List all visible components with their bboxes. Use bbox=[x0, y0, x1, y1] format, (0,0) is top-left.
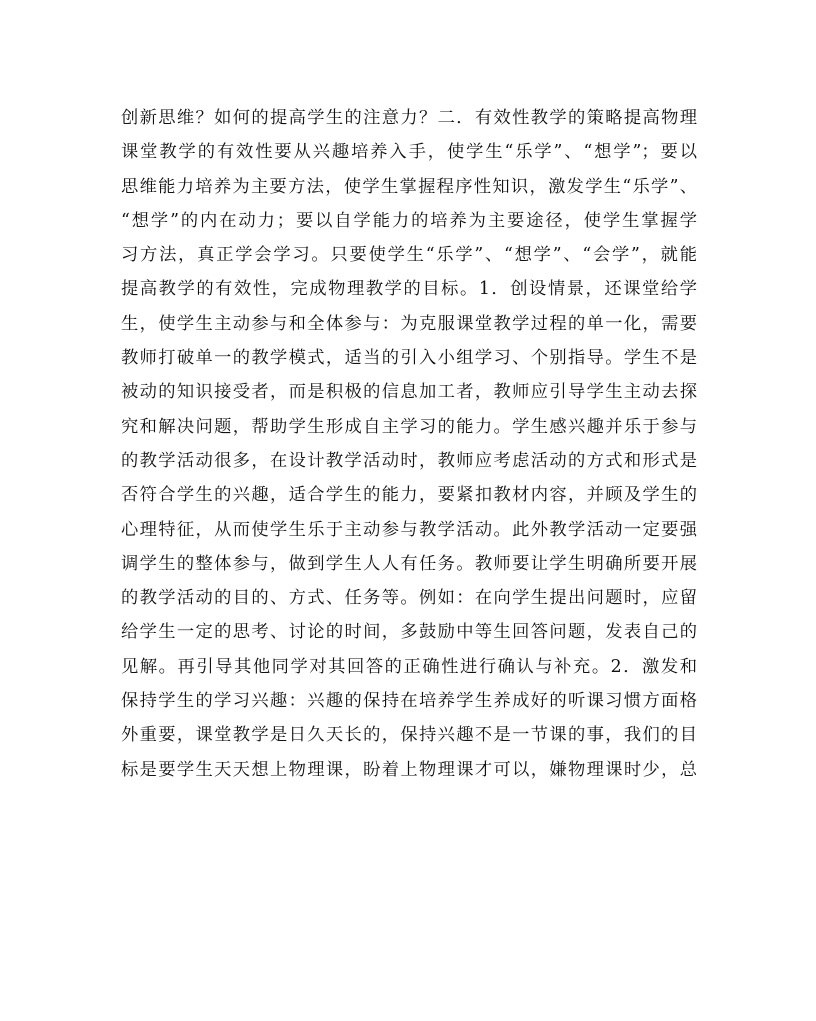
text-line-18: 保持学生的学习兴趣：兴趣的保持在培养学生养成好的听课习惯方面格 bbox=[121, 691, 697, 712]
text-line-5: 习方法，真正学会学习。只要使学生“乐学”、“想学”、“会学”，就能 bbox=[121, 245, 697, 266]
text-line-19: 外重要，课堂教学是日久天长的，保持兴趣不是一节课的事，我们的目 bbox=[121, 725, 697, 746]
text-line-8: 教师打破单一的教学模式，适当的引入小组学习、个别指导。学生不是 bbox=[121, 348, 697, 369]
text-line-7: 生，使学生主动参与和全体参与：为克服课堂教学过程的单一化，需要 bbox=[121, 313, 697, 334]
text-line-15: 的教学活动的目的、方式、任务等。例如：在向学生提出问题时，应留 bbox=[121, 588, 697, 609]
text-line-11: 的教学活动很多，在设计教学活动时，教师应考虑活动的方式和形式是 bbox=[121, 450, 697, 471]
text-line-13: 心理特征，从而使学生乐于主动参与教学活动。此外教学活动一定要强 bbox=[121, 519, 697, 540]
text-line-4: “想学”的内在动力；要以自学能力的培养为主要途径，使学生掌握学 bbox=[121, 210, 697, 231]
text-line-6: 提高教学的有效性，完成物理教学的目标。1．创设情景，还课堂给学 bbox=[121, 279, 697, 300]
text-line-2: 课堂教学的有效性要从兴趣培养入手，使学生“乐学”、“想学”；要以 bbox=[121, 142, 697, 163]
text-line-3: 思维能力培养为主要方法，使学生掌握程序性知识，激发学生“乐学”、 bbox=[121, 176, 697, 197]
text-line-10: 究和解决问题，帮助学生形成自主学习的能力。学生感兴趣并乐于参与 bbox=[121, 416, 697, 437]
text-line-9: 被动的知识接受者，而是积极的信息加工者，教师应引导学生主动去探 bbox=[121, 382, 697, 403]
text-line-20: 标是要学生天天想上物理课，盼着上物理课才可以，嫌物理课时少，总 bbox=[121, 759, 697, 780]
text-line-16: 给学生一定的思考、讨论的时间，多鼓励中等生回答问题，发表自己的 bbox=[121, 622, 697, 643]
text-line-1: 创新思维？如何的提高学生的注意力？二．有效性教学的策略提高物理 bbox=[121, 108, 697, 128]
text-line-17: 见解。再引导其他同学对其回答的正确性进行确认与补充。2．激发和 bbox=[121, 656, 697, 677]
body-text bbox=[121, 101, 697, 787]
text-line-14: 调学生的整体参与，做到学生人人有任务。教师要让学生明确所要开展 bbox=[121, 553, 697, 574]
text-line-12: 否符合学生的兴趣，适合学生的能力，要紧扣教材内容，并顾及学生的 bbox=[121, 485, 697, 506]
